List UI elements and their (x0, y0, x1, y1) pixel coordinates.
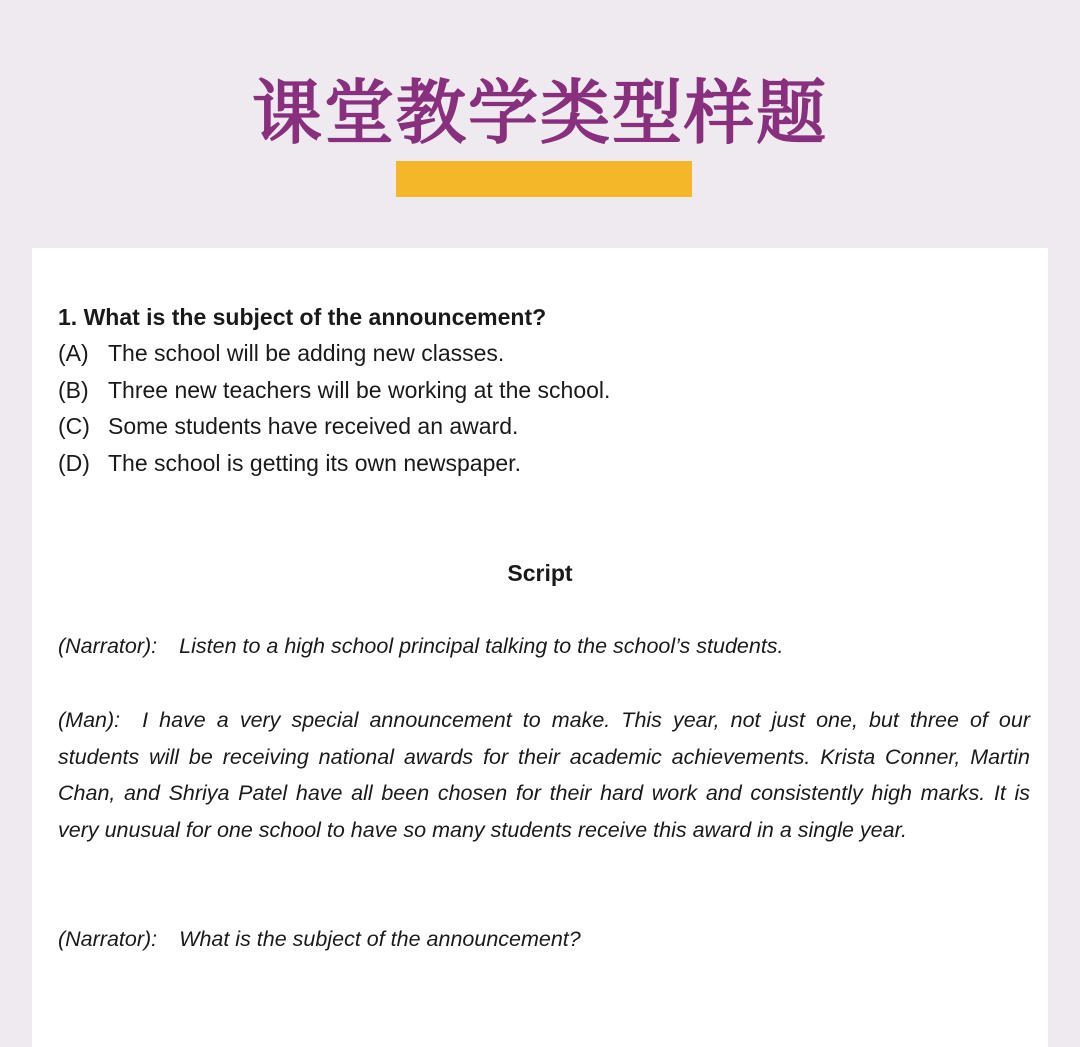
option-text: Three new teachers will be working at the school. (108, 376, 611, 403)
option-a (58, 338, 1018, 375)
script-line-man (58, 702, 1030, 849)
document-card (32, 248, 1048, 1047)
script-text: Listen to a high school principal talking to the school’s students. (179, 634, 784, 658)
option-text: The school will be adding new classes. (108, 340, 505, 366)
option-letter: (D) (58, 449, 90, 476)
option-d (58, 448, 1018, 485)
speaker-label: (Narrator): (58, 634, 158, 658)
option-letter: (A) (58, 340, 89, 366)
script-heading: Script (507, 560, 573, 586)
option-text: The school is getting its own newspaper. (108, 449, 521, 476)
speaker-label: (Narrator): (58, 927, 158, 951)
script-line-narrator-intro (58, 628, 1030, 665)
script-text: I have a very special announcement to make. This year, not just one, but three of our students will be receiving national awards for their academic achievements. Krista Conner, Martin Chan, and Shriya Patel have all been chosen for their hard work and consistently high marks. It is very unusual for one school to have so many students receive this award in a single year. (58, 708, 1030, 843)
option-text: Some students have received an award. (108, 413, 519, 440)
title-underline-bar (396, 161, 692, 197)
script-text: What is the subject of the announcement? (179, 927, 581, 951)
option-b (58, 375, 1018, 412)
question-text: 1. What is the subject of the announcement? (58, 304, 547, 330)
page-title: 课堂教学类型样题 (252, 72, 828, 154)
option-letter: (C) (58, 413, 90, 440)
speaker-label: (Man): (58, 708, 121, 732)
option-c (58, 411, 1018, 448)
question-block (58, 302, 1018, 484)
script-line-narrator-question (58, 921, 1030, 958)
option-letter: (B) (58, 376, 89, 403)
